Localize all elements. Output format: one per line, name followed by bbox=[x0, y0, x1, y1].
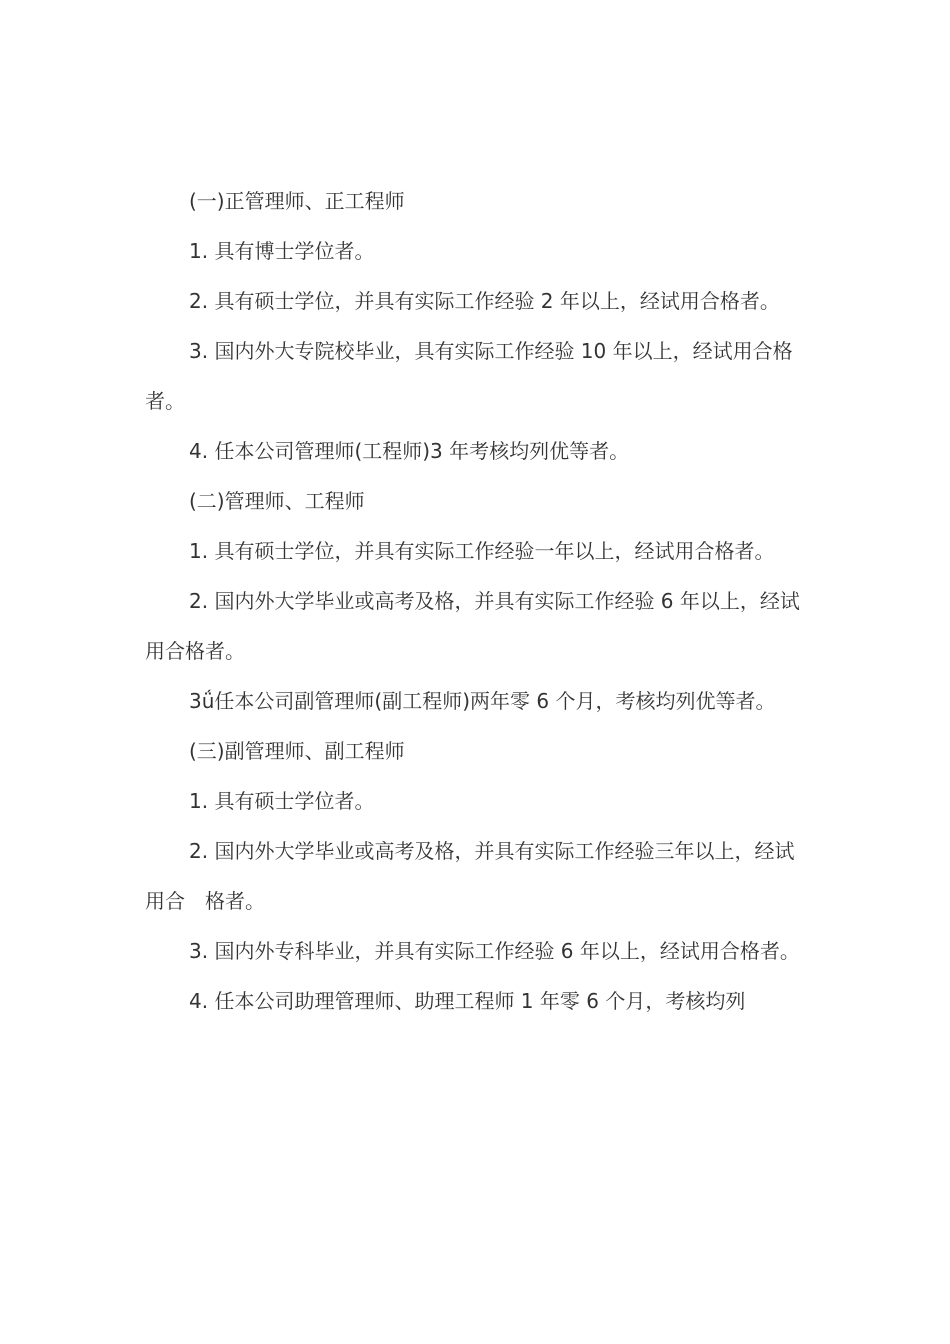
paragraph: 1. 具有博士学位者。 bbox=[189, 239, 375, 263]
paragraph: 1. 具有硕士学位者。 bbox=[189, 789, 375, 813]
paragraph: 2. 国内外大学毕业或高考及格，并具有实际工作经验三年以上，经试用合 格者。 bbox=[145, 839, 795, 913]
section-heading-2: (二)管理师、工程师 bbox=[189, 489, 365, 513]
paragraph: 1. 具有硕士学位，并具有实际工作经验一年以上，经试用合格者。 bbox=[189, 539, 775, 563]
paragraph: 2. 国内外大学毕业或高考及格，并具有实际工作经验 6 年以上，经试用合格者。 bbox=[145, 589, 800, 663]
paragraph: 3ǘ任本公司副管理师(副工程师)两年零 6 个月，考核均列优等者。 bbox=[189, 689, 776, 713]
paragraph: 3. 国内外专科毕业，并具有实际工作经验 6 年以上，经试用合格者。 bbox=[189, 939, 800, 963]
paragraph: 3. 国内外大专院校毕业，具有实际工作经验 10 年以上，经试用合格者。 bbox=[145, 339, 793, 413]
document-body bbox=[145, 176, 813, 1026]
section-heading-1: (一)正管理师、正工程师 bbox=[189, 189, 405, 213]
section-heading-3: (三)副管理师、副工程师 bbox=[189, 739, 405, 763]
paragraph: 2. 具有硕士学位，并具有实际工作经验 2 年以上，经试用合格者。 bbox=[189, 289, 780, 313]
paragraph: 4. 任本公司助理管理师、助理工程师 1 年零 6 个月，考核均列 bbox=[189, 989, 746, 1013]
paragraph: 4. 任本公司管理师(工程师)3 年考核均列优等者。 bbox=[189, 439, 630, 463]
